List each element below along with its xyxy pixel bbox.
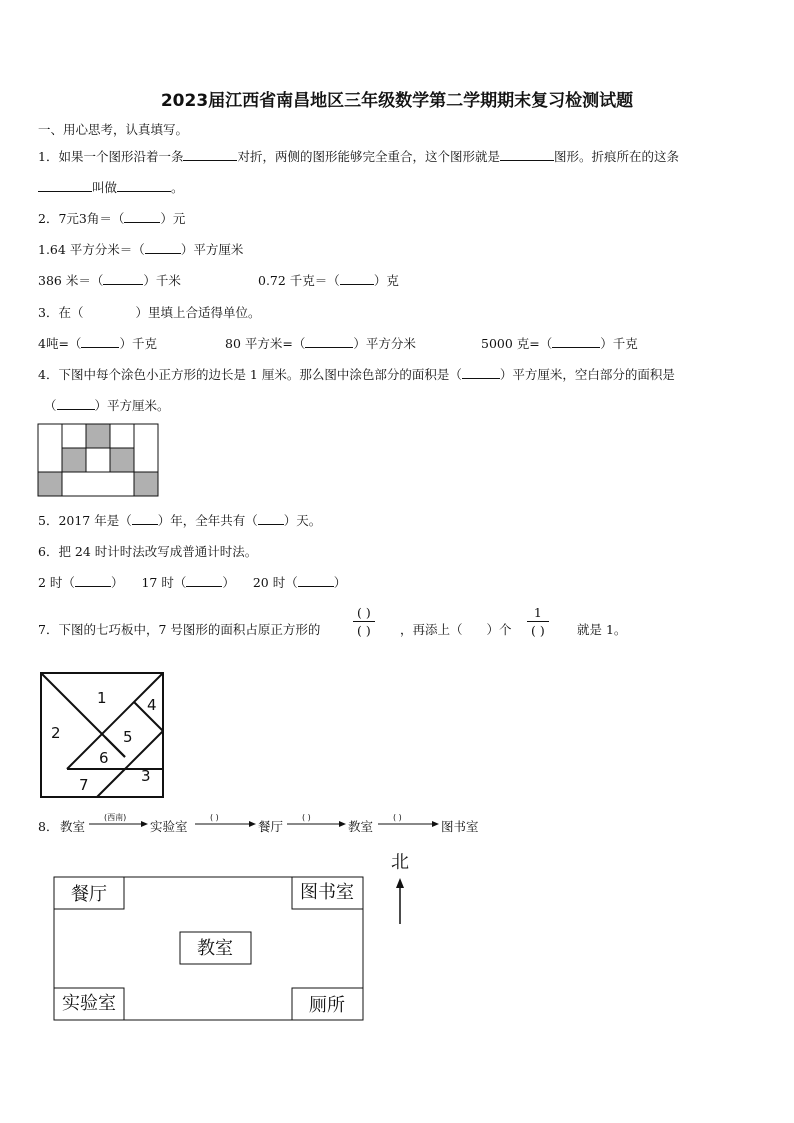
q6-text: ） (333, 575, 347, 590)
blank-square (62, 424, 86, 448)
north-arrowhead-icon (396, 878, 404, 888)
q6-text: ） (110, 575, 124, 590)
library-label: 图书室 (300, 882, 354, 903)
route-stop: 实验室 (150, 819, 188, 834)
answer-blank[interactable] (183, 148, 237, 161)
q6-text: 20 时（ (252, 575, 298, 590)
toilet-label: 厕所 (309, 995, 345, 1016)
north-label: 北 (391, 852, 409, 873)
q3-text: 4吨=（ (38, 336, 82, 351)
q3-text: ）里填上合适得单位。 (135, 305, 261, 320)
question-5 (38, 511, 321, 529)
answer-blank[interactable] (145, 241, 181, 254)
answer-blank[interactable] (117, 179, 171, 192)
tangram-label: 3 (141, 767, 151, 785)
arrow-label[interactable]: ( ) (302, 813, 311, 822)
answer-blank[interactable] (75, 574, 111, 587)
question-2-line-2 (38, 240, 243, 258)
route-stop: 教室 (348, 819, 374, 834)
q1-text-b: 对折，两侧的图形能够完全重合，这个图形就是 (237, 149, 500, 164)
q5-text: ）天。 (283, 513, 322, 528)
q7-text: ，再添上（ (400, 622, 463, 637)
shaded-square (38, 472, 62, 496)
q4-text: 4．下图中每个涂色小正方形的边长是 1 厘米。那么图中涂色部分的面积是（ (38, 367, 462, 382)
school-map (50, 846, 420, 1026)
shaded-square (62, 448, 86, 472)
question-7-text-b (400, 620, 512, 638)
question-6-line-2 (38, 573, 346, 591)
question-4-line-2 (44, 396, 170, 414)
question-6-line-1: 6．把 24 时计时法改写成普通计时法。 (38, 544, 258, 559)
q3-text: 5000 克=（ (481, 336, 553, 351)
answer-blank[interactable] (81, 335, 119, 348)
q2-unit: ）千米 (143, 273, 181, 288)
arrow-label[interactable]: ( ) (393, 813, 402, 822)
question-1-line-2 (38, 178, 184, 196)
tangram-label: 4 (147, 696, 157, 714)
question-7-text-a: 7．下图的七巧板中，7 号图形的面积占原正方形的 (38, 622, 321, 637)
shaded-squares-figure (37, 423, 161, 498)
q3-text: 3．在（ (38, 305, 84, 320)
classroom-label: 教室 (197, 938, 233, 959)
answer-blank[interactable] (57, 397, 95, 410)
answer-blank[interactable] (124, 210, 160, 223)
q1-text-c: 图形。折痕所在的这条 (553, 149, 679, 164)
tangram-figure (39, 671, 167, 799)
blank-square (86, 448, 110, 472)
tangram-edge (67, 673, 163, 769)
fraction-denominator[interactable]: ( ) (357, 623, 371, 638)
arrow-label: (西南) (104, 813, 127, 822)
tangram-label: 7 (79, 776, 89, 794)
answer-blank[interactable] (132, 512, 158, 525)
answer-blank[interactable] (103, 272, 143, 285)
q2-text: 386 米＝（ (38, 273, 104, 288)
section-heading: 一、用心思考，认真填写。 (38, 122, 189, 137)
answer-blank[interactable] (500, 148, 554, 161)
direction-arrow (286, 812, 346, 834)
answer-blank[interactable] (462, 366, 500, 379)
answer-blank[interactable] (298, 574, 334, 587)
tangram-label: 2 (51, 724, 61, 742)
q4-text: （ (44, 398, 57, 413)
page-title: 2023届江西省南昌地区三年级数学第二学期期末复习检测试题 (160, 91, 634, 111)
question-3-b (225, 334, 416, 352)
direction-arrow (88, 812, 148, 834)
question-2-line-3a (38, 271, 181, 289)
question-3-line-1 (38, 303, 260, 321)
tangram-label: 5 (123, 728, 133, 746)
arrow-label[interactable]: ( ) (210, 813, 219, 822)
blank-region (62, 472, 134, 496)
q2-unit: ）克 (373, 273, 399, 288)
q5-text: ）年，全年共有（ (157, 513, 258, 528)
q5-text: 5．2017 年是（ (38, 513, 132, 528)
q2-unit: ）元 (160, 211, 186, 226)
answer-blank[interactable] (258, 512, 284, 525)
answer-blank[interactable] (186, 574, 222, 587)
question-3-a (38, 334, 157, 352)
tangram-label: 1 (97, 689, 107, 707)
blank-square (110, 424, 134, 448)
q1-text-e: 。 (171, 180, 184, 195)
q1-text-d: 叫做 (92, 180, 118, 195)
q1-text-a: 1．如果一个图形沿着一条 (38, 149, 184, 164)
shaded-square (134, 472, 158, 496)
answer-blank[interactable] (552, 335, 600, 348)
lab-label: 实验室 (62, 993, 116, 1014)
q3-unit: ）平方分米 (353, 336, 416, 351)
tangram-label: 6 (99, 749, 109, 767)
route-stop: 餐厅 (258, 819, 284, 834)
route-stop: 图书室 (441, 819, 479, 834)
question-7-text-d: 就是 1。 (577, 622, 627, 637)
q7-text: ）个 (486, 622, 512, 637)
fraction-numerator[interactable]: ( ) (353, 604, 375, 622)
q6-text: ） (222, 575, 235, 590)
canteen-label: 餐厅 (71, 884, 107, 905)
route-stop: 教室 (60, 819, 86, 834)
tangram-edge (97, 769, 125, 797)
fraction-denominator[interactable]: ( ) (531, 623, 545, 638)
question-2-line-3b (258, 271, 399, 289)
q3-text: 80 平方米=（ (225, 336, 306, 351)
fraction-1 (353, 604, 375, 639)
question-3-c (481, 334, 638, 352)
question-1-line-1 (38, 147, 679, 165)
shaded-square (110, 448, 134, 472)
q2-unit: ）平方厘米 (180, 242, 244, 257)
question-4-line-1 (38, 365, 675, 383)
direction-arrow (194, 812, 256, 834)
fraction-numerator: 1 (527, 604, 549, 622)
q6-text: 17 时（ (141, 575, 187, 590)
shaded-square (86, 424, 110, 448)
direction-arrow (377, 812, 439, 834)
q2-text: 2．7元3角＝（ (38, 211, 125, 226)
q4-text: ）平方厘米。 (94, 398, 170, 413)
question-2-line-1 (38, 209, 185, 227)
q4-text: ）平方厘米，空白部分的面积是 (499, 367, 675, 382)
answer-blank[interactable] (340, 272, 374, 285)
q3-unit: ）千克 (119, 336, 157, 351)
answer-blank[interactable] (305, 335, 353, 348)
q6-text: 2 时（ (38, 575, 75, 590)
answer-blank[interactable] (38, 179, 92, 192)
q2-text: 1.64 平方分米＝（ (38, 242, 145, 257)
q3-unit: ）千克 (600, 336, 638, 351)
q2-text: 0.72 千克＝（ (258, 273, 340, 288)
question-8-prefix: 8． (38, 819, 59, 834)
fraction-2 (527, 604, 549, 639)
